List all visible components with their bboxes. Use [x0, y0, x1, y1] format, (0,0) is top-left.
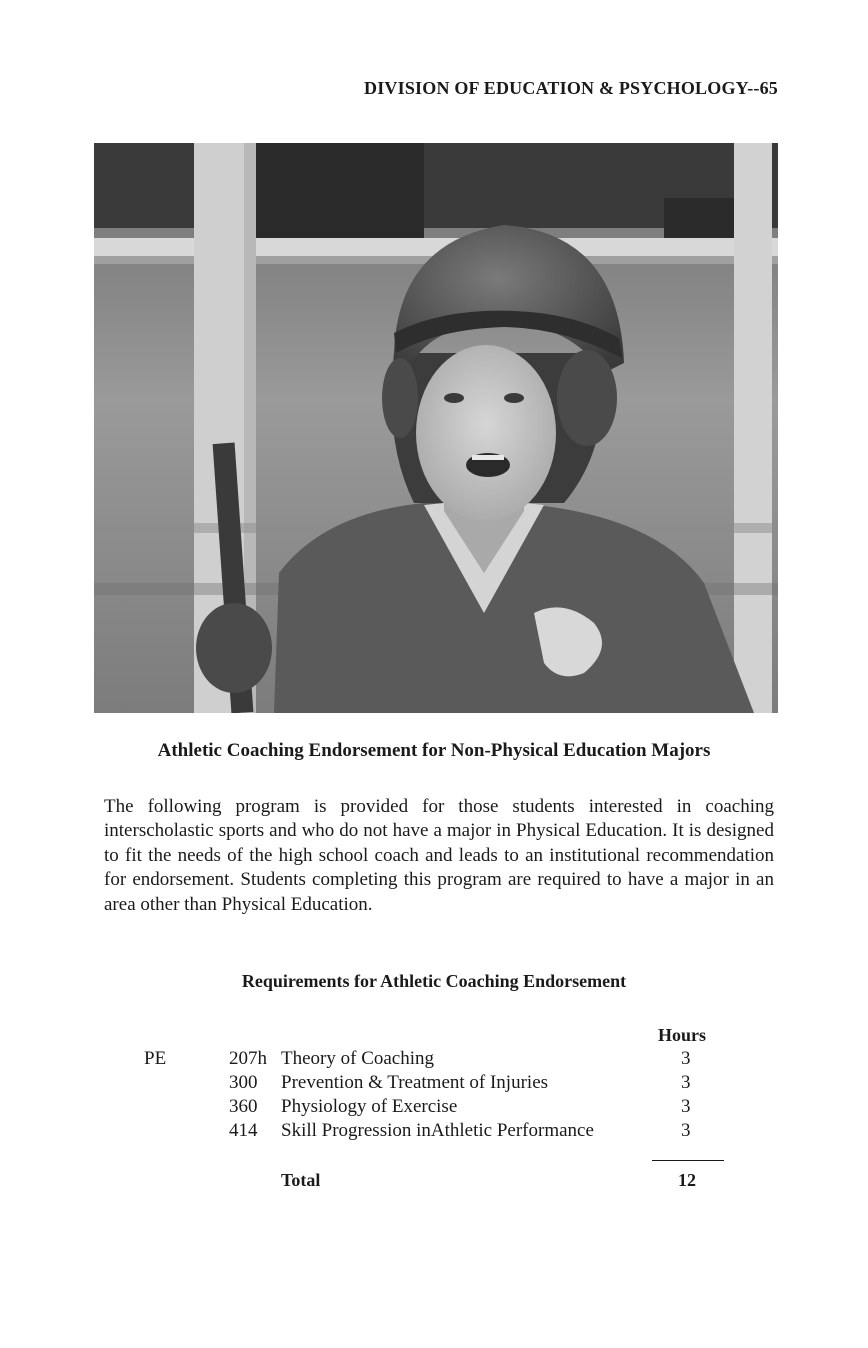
section-title: Athletic Coaching Endorsement for Non-Physical Education Majors	[157, 740, 711, 761]
course-row	[0, 1096, 868, 1120]
course-number: 207h	[229, 1048, 267, 1069]
department-code: PE	[144, 1048, 167, 1069]
course-row	[0, 1072, 868, 1096]
course-hours: 3	[681, 1072, 691, 1093]
course-row	[0, 1048, 868, 1072]
course-hours: 3	[681, 1096, 691, 1117]
requirements-title: Requirements for Athletic Coaching Endorsement	[241, 971, 627, 991]
intro-paragraph: The following program is provided for those students interested in coaching interscholastic sports and who do not have a major in Physical Education. It is designed to fit the needs of the high school coach and leads to an institutional recommendation for endorsement. Students completing this program are required to have a major in an area other than Physical Education.	[104, 796, 774, 915]
running-head: DIVISION OF EDUCATION & PSYCHOLOGY--65	[364, 78, 778, 98]
total-hours: 12	[678, 1170, 696, 1190]
course-row	[0, 1120, 868, 1144]
course-number: 300	[229, 1072, 258, 1093]
total-divider	[652, 1160, 724, 1161]
course-number: 360	[229, 1096, 258, 1117]
course-hours: 3	[681, 1048, 691, 1069]
course-name: Skill Progression inAthletic Performance	[281, 1120, 594, 1141]
course-number: 414	[229, 1120, 258, 1141]
course-name: Prevention & Treatment of Injuries	[281, 1072, 549, 1093]
hours-column-header: Hours	[658, 1025, 707, 1045]
course-name: Theory of Coaching	[281, 1048, 435, 1069]
softball-player-photo	[94, 143, 778, 713]
course-name: Physiology of Exercise	[281, 1096, 458, 1117]
total-label: Total	[281, 1170, 321, 1190]
course-hours: 3	[681, 1120, 691, 1141]
